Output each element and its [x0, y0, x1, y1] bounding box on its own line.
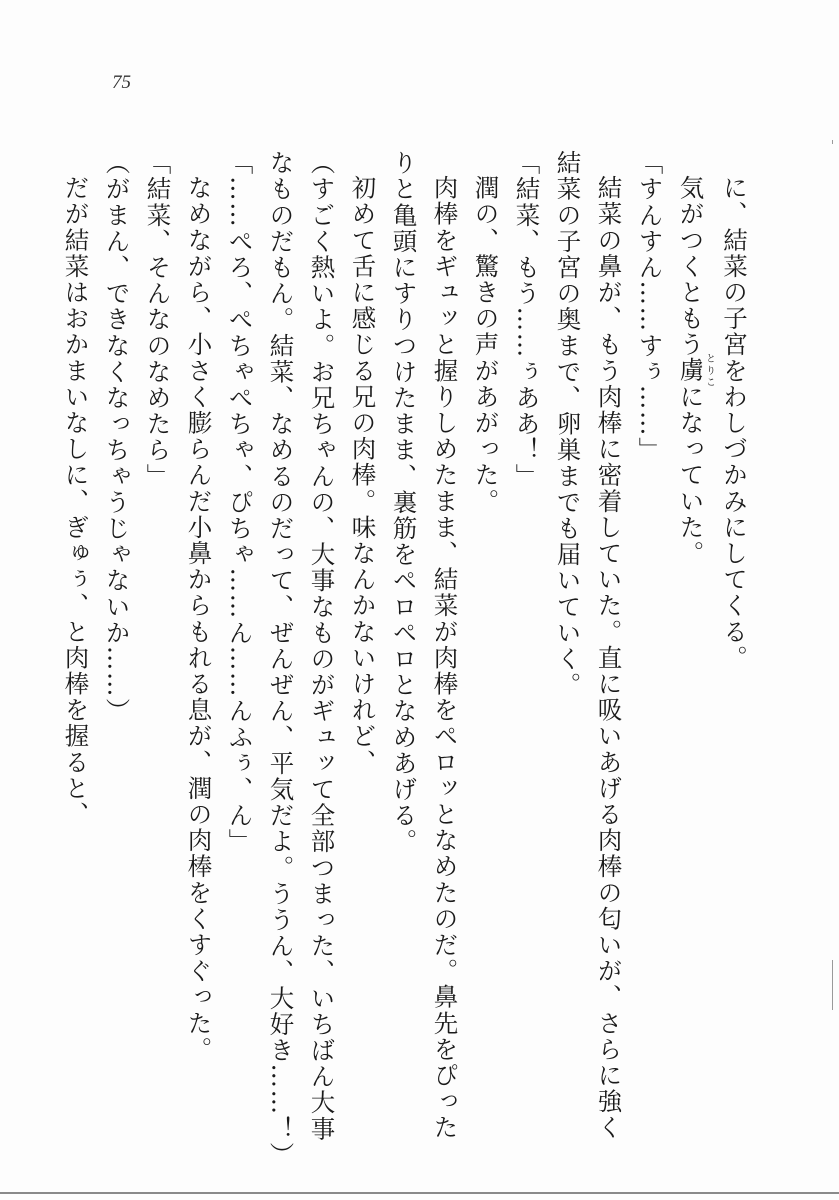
line-text-after-ruby: になっていた。: [676, 383, 706, 567]
text-line: （がまん、できなくなっちゃうじゃないか……）: [102, 150, 132, 725]
text-line: 「結菜、もう……ぅああ！」: [512, 150, 542, 490]
scan-edge-mark: [832, 960, 833, 1010]
text-line: （すごく熱いよ。お兄ちゃんの、大事なものがギュッて全部つまった、いちばん大事: [307, 150, 337, 1142]
text-line: 「結菜、そんなのなめたら」: [143, 150, 173, 490]
text-line: なめながら、小さく膨らんだ小鼻からもれる息が、潤の肉棒をくすぐった。: [184, 174, 214, 1062]
ruby-base: 虜: [676, 352, 706, 388]
line-text-before-ruby: 気がつくともう: [676, 174, 706, 358]
ruby-reading: とりこ: [703, 352, 715, 388]
page-number: 75: [112, 72, 131, 93]
text-line: だが結菜はおかまいなしに、ぎゅぅ、と肉棒を握ると、: [61, 174, 91, 827]
text-line: に、結菜の子宮をわしづかみにしてくる。: [720, 174, 749, 671]
text-line-with-ruby: [671, 150, 715, 1160]
text-line: 結菜の鼻が、もう肉棒に密着していた。直に吸いあげる肉棒の匂いが、さらに強く: [594, 174, 624, 1141]
scan-bottom-edge: [0, 1192, 839, 1194]
text-line: 「すんすん……すぅ……」: [635, 150, 665, 464]
text-line: 肉棒をギュッと握りしめたまま、結菜が肉棒をペロッとなめたのだ。鼻先をぴった: [430, 174, 460, 1141]
scan-edge-mark: [832, 140, 833, 144]
text-line: 初めて舌に感じる兄の肉棒。味なんかないけれど、: [348, 174, 378, 775]
vertical-text-body: [61, 150, 755, 1168]
text-line: 潤の、驚きの声があがった。: [471, 174, 501, 514]
ruby-annotation: [676, 352, 715, 388]
text-line: なものだもん。結菜、なめるのだって、ぜんぜん、平気だよ。ううん、大好き……！）: [266, 150, 296, 1168]
text-line: りと亀頭にすりつけたまま、裏筋をペロペロとなめあげる。: [389, 150, 419, 855]
text-line: 「……ぺろ、ぺちゃぺちゃ、ぴちゃ……ん……んふぅ、ん」: [225, 150, 255, 855]
text-line: 結菜の子宮の奥まで、卵巣までも届いていく。: [553, 150, 583, 699]
